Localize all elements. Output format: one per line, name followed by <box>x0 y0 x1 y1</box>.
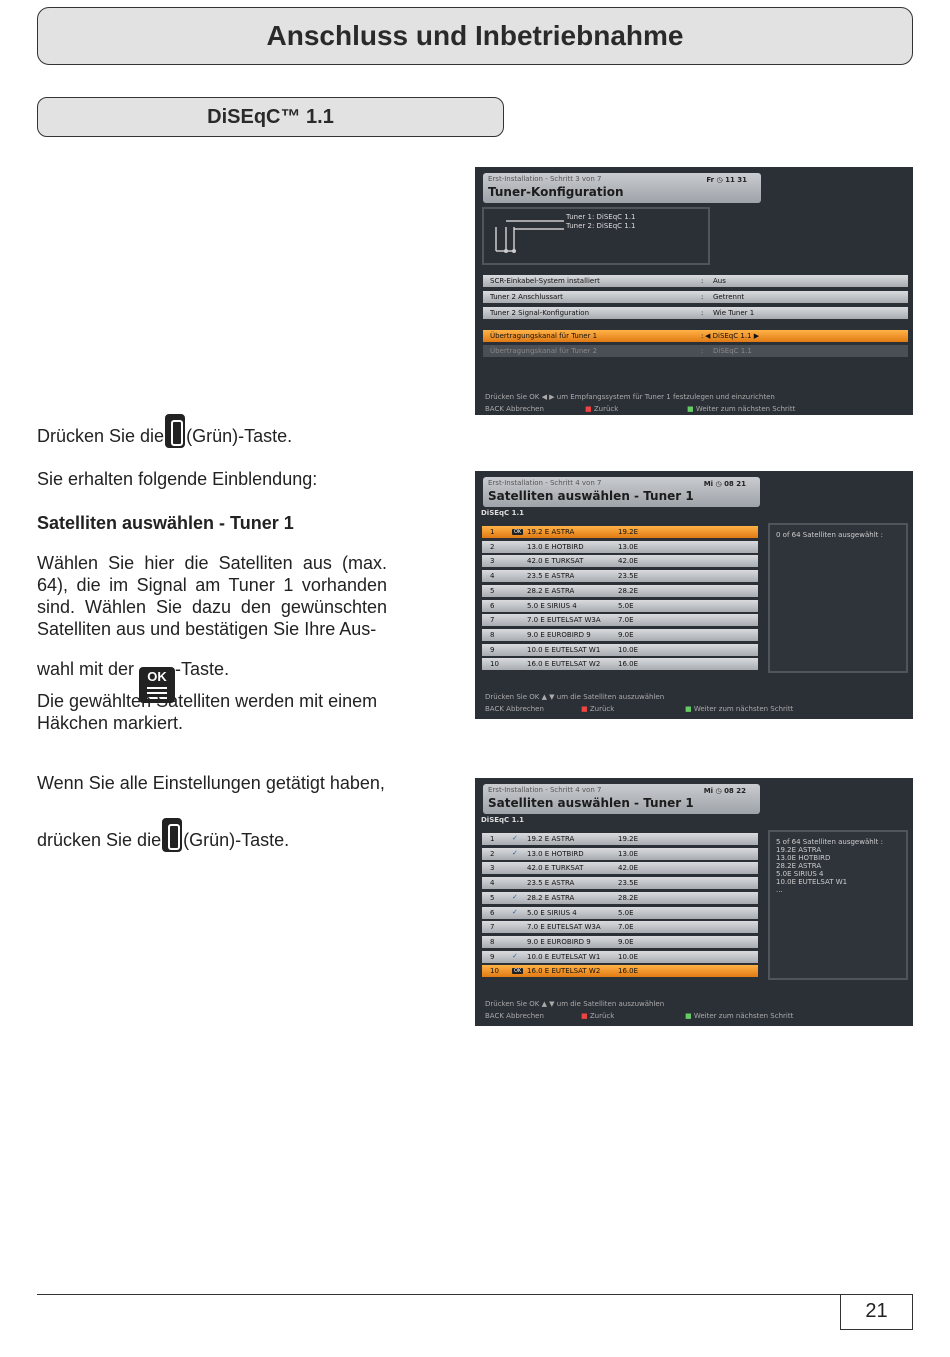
footer-red: ■ Zurück <box>585 405 619 413</box>
footer-green: ■ Weiter zum nächsten Schritt <box>685 705 794 713</box>
screen-title: Satelliten auswählen - Tuner 1 <box>488 796 694 810</box>
satellite-row[interactable]: 5 28.2 E ASTRA 28.2E <box>482 585 758 597</box>
footer-red: ■ Zurück <box>581 1012 615 1020</box>
footer-line <box>37 1294 913 1295</box>
footer-back: BACK Abbrechen <box>485 1012 544 1020</box>
footer-hint: Drücken Sie OK ▲ ▼ um die Satelliten auszuwählen <box>485 693 665 701</box>
selected-panel: 5 of 64 Satelliten ausgewählt : 19.2E ASTRA 13.0E HOTBIRD 28.2E ASTRA 5.0E SIRIUS 4 10.0E EUTELSAT W1 ... <box>768 830 908 980</box>
selected-panel: 0 of 64 Satelliten ausgewählt : <box>768 523 908 673</box>
clock: Mi ◷ 08 21 <box>703 480 746 488</box>
green-button-icon <box>165 414 185 448</box>
setting-row-disabled: Übertragungskanal für Tuner 2 : DiSEqC 1.1 <box>483 345 908 357</box>
tuner1-label: Tuner 1: DiSEqC 1.1 <box>566 213 636 221</box>
satellite-row[interactable]: 2 ✓ 13.0 E HOTBIRD 13.0E <box>482 848 758 860</box>
green-button-icon <box>162 818 182 852</box>
screenshot-satellites-2 <box>475 778 913 1026</box>
diseqc-label: DiSEqC 1.1 <box>481 509 525 517</box>
satellite-row[interactable]: 5 ✓ 28.2 E ASTRA 28.2E <box>482 892 758 904</box>
section-title: DiSEqC™ 1.1 <box>37 97 504 137</box>
satellite-row[interactable]: 6 5.0 E SIRIUS 4 5.0E <box>482 600 758 612</box>
receive-text: Sie erhalten folgende Einblendung: <box>37 469 318 489</box>
clock: Mi ◷ 08 22 <box>703 787 746 795</box>
ok-instruction: wahl mit der OK -Taste. <box>37 658 387 703</box>
setting-row[interactable]: SCR-Einkabel-System installiert : Aus <box>483 275 908 287</box>
satellite-row[interactable]: 3 42.0 E TURKSAT 42.0E <box>482 862 758 874</box>
satellite-row[interactable]: 7 7.0 E EUTELSAT W3A 7.0E <box>482 921 758 933</box>
satellite-row[interactable]: 2 13.0 E HOTBIRD 13.0E <box>482 541 758 553</box>
satellite-row[interactable]: 1 OK 19.2 E ASTRA 19.2E <box>482 526 758 538</box>
step-label: Erst-Installation - Schritt 3 von 7 <box>488 175 602 183</box>
section-heading: Satelliten auswählen - Tuner 1 <box>37 513 294 533</box>
screen-title: Tuner-Konfiguration <box>488 185 624 199</box>
satellite-row[interactable]: 9 10.0 E EUTELSAT W1 10.0E <box>482 644 758 656</box>
satellite-row[interactable]: 8 9.0 E EUROBIRD 9 9.0E <box>482 629 758 641</box>
screen-title: Satelliten auswählen - Tuner 1 <box>488 489 694 503</box>
setting-row-selected[interactable]: Übertragungskanal für Tuner 1 : ◀ DiSEqC 1.1 ▶ <box>483 330 908 342</box>
step-label: Erst-Installation - Schritt 4 von 7 <box>488 786 602 794</box>
press-green-2: drücken Sie die (Grün)-Taste. <box>37 818 387 852</box>
tuner2-label: Tuner 2: DiSEqC 1.1 <box>566 222 636 230</box>
satellite-row[interactable]: 8 9.0 E EUROBIRD 9 9.0E <box>482 936 758 948</box>
footer-green: ■ Weiter zum nächsten Schritt <box>685 1012 794 1020</box>
instruction-paragraph: Wählen Sie hier die Satelliten aus (max. 64), die im Signal am Tuner 1 vorhanden sind. Wählen Sie dazu den gewünschten Satelliten aus und bestätigen Sie Ihre Aus- <box>37 553 387 639</box>
page-number: 21 <box>840 1294 913 1330</box>
clock: Fr ◷ 11 31 <box>706 176 747 184</box>
footer-back: BACK Abbrechen <box>485 705 544 713</box>
satellite-row[interactable]: 10 OK 16.0 E EUTELSAT W2 16.0E <box>482 965 758 977</box>
checkmark-note: Die gewählten Satelliten werden mit einem Häkchen markiert. <box>37 691 378 733</box>
satellite-row[interactable]: 4 23.5 E ASTRA 23.5E <box>482 570 758 582</box>
step-label: Erst-Installation - Schritt 4 von 7 <box>488 479 602 487</box>
page-header: Anschluss und Inbetriebnahme <box>37 7 913 65</box>
footer-red: ■ Zurück <box>581 705 615 713</box>
setting-row[interactable]: Tuner 2 Signal-Konfiguration : Wie Tuner 1 <box>483 307 908 319</box>
satellite-row[interactable]: 10 16.0 E EUTELSAT W2 16.0E <box>482 658 758 670</box>
satellite-row[interactable]: 1 ✓ 19.2 E ASTRA 19.2E <box>482 833 758 845</box>
screenshot-tuner-config <box>475 167 913 415</box>
diseqc-label: DiSEqC 1.1 <box>481 816 525 824</box>
footer-hint: Drücken Sie OK ◀ ▶ um Empfangssystem für Tuner 1 festzulegen und einzurichten <box>485 393 775 401</box>
satellite-row[interactable]: 3 42.0 E TURKSAT 42.0E <box>482 555 758 567</box>
settings-done-text: Wenn Sie alle Einstellungen getätigt haben, <box>37 773 385 793</box>
lnb-diagram <box>482 207 710 265</box>
footer-green: ■ Weiter zum nächsten Schritt <box>687 405 796 413</box>
satellite-row[interactable]: 9 ✓ 10.0 E EUTELSAT W1 10.0E <box>482 951 758 963</box>
setting-row[interactable]: Tuner 2 Anschlussart : Getrennt <box>483 291 908 303</box>
ok-button-icon: OK <box>139 667 175 703</box>
satellite-row[interactable]: 4 23.5 E ASTRA 23.5E <box>482 877 758 889</box>
screenshot-satellites-1 <box>475 471 913 719</box>
satellite-row[interactable]: 6 ✓ 5.0 E SIRIUS 4 5.0E <box>482 907 758 919</box>
footer-hint: Drücken Sie OK ▲ ▼ um die Satelliten auszuwählen <box>485 1000 665 1008</box>
press-green-1: Drücken Sie die (Grün)-Taste. <box>37 414 387 448</box>
satellite-row[interactable]: 7 7.0 E EUTELSAT W3A 7.0E <box>482 614 758 626</box>
footer-back: BACK Abbrechen <box>485 405 544 413</box>
